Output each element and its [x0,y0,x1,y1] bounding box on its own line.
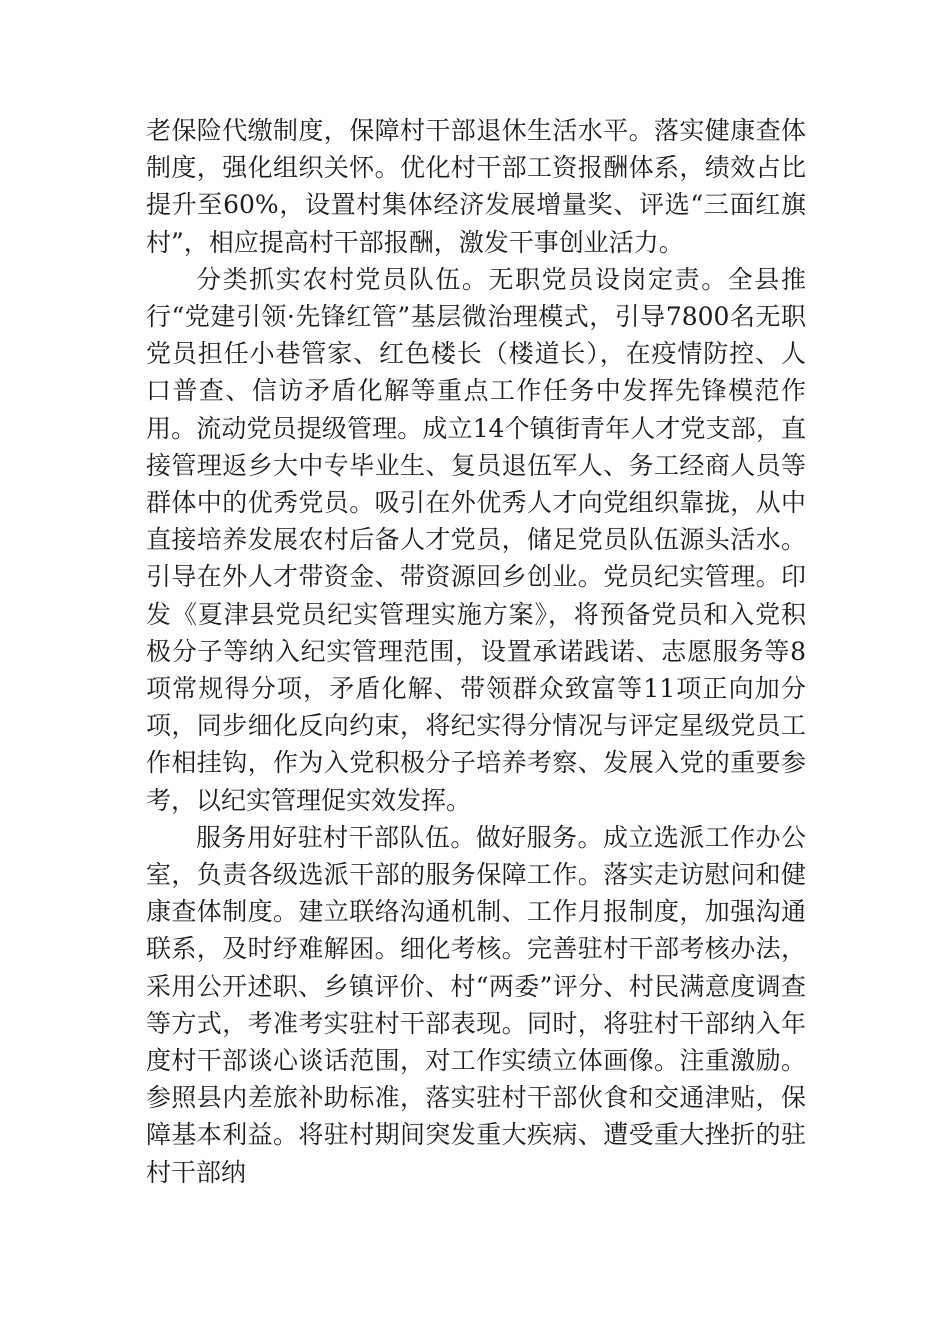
paragraph-retirement-insurance: 老保险代缴制度，保障村干部退休生活水平。落实健康查体制度，强化组织关怀。优化村干部工资报酬体系，绩效占比提升至60%，设置村集体经济发展增量奖、评选“三面红旗村”，相应提高村干部报酬，激发干事创业活力。 [146,116,806,257]
paragraph-rural-party-members: 分类抓实农村党员队伍。无职党员设岗定责。全县推行“党建引领·先锋红管”基层微治理模式，引导7800名无职党员担任小巷管家、红色楼长（楼道长），在疫情防控、人口普查、信访矛盾化解等重点工作任务中发挥先锋模范作用。流动党员提级管理。成立14个镇街青年人才党支部，直接管理返乡大中专毕业生、复员退伍军人、务工经商人员等群体中的优秀党员。吸引在外优秀人才向党组织靠拢，从中直接培养发展农村后备人才党员，储足党员队伍源头活水。引导在外人才带资金、带资源回乡创业。党员纪实管理。印发《夏津县党员纪实管理实施方案》，将预备党员和入党积极分子等纳入纪实管理范围，设置承诺践诺、志愿服务等8项常规得分项，矛盾化解、带领群众致富等11项正向加分项，同步细化反向约束，将纪实得分情况与评定星级党员工作相挂钩，作为入党积极分子培养考察、发展入党的重要参考，以纪实管理促实效发挥。 [146,264,806,815]
paragraph-village-cadres: 服务用好驻村干部队伍。做好服务。成立选派工作办公室，负责各级选派干部的服务保障工作。落实走访慰问和健康查体制度。建立联络沟通机制、工作月报制度，加强沟通联系，及时纾难解困。细化考核。完善驻村干部考核办法，采用公开述职、乡镇评价、村“两委”评分、村民满意度调查等方式，考准考实驻村干部表现。同时，将驻村干部纳入年度村干部谈心谈话范围，对工作实绩立体画像。注重激励。参照县内差旅补助标准，落实驻村干部伙食和交通津贴，保障基本利益。将驻村期间突发重大疾病、遭受重大挫折的驻村干部纳 [146,822,806,1187]
document-page [146,112,806,1191]
